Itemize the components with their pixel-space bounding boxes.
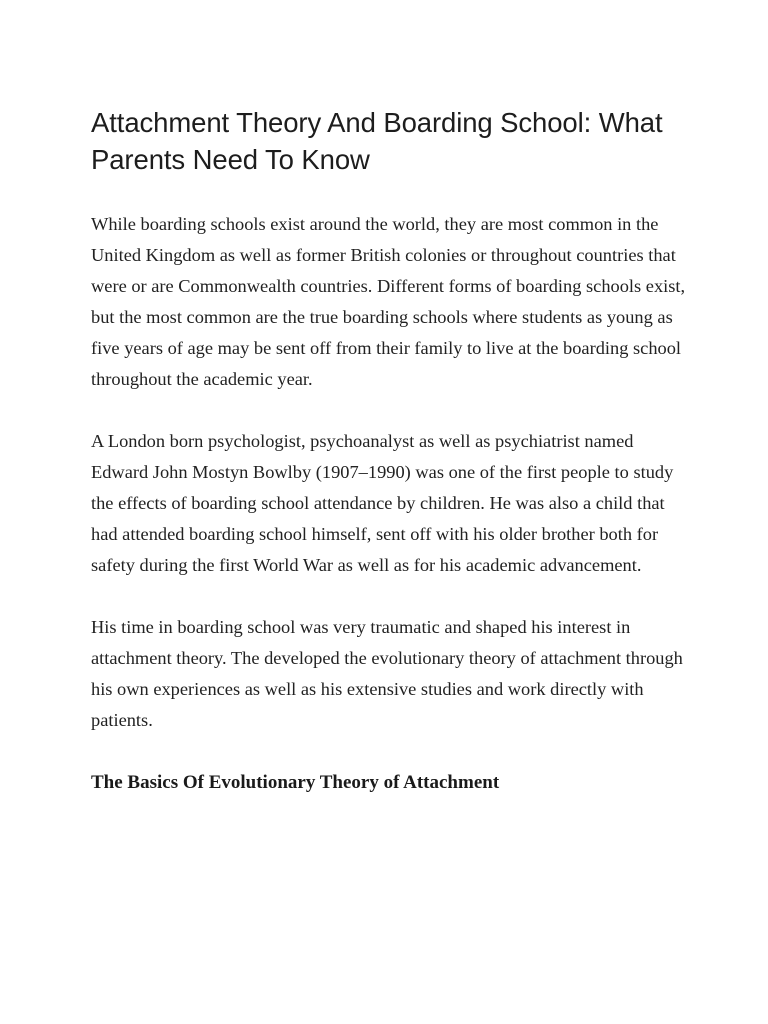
article: [91, 104, 691, 798]
article-title: Attachment Theory And Boarding School: What Parents Need To Know: [91, 107, 663, 175]
section-heading: The Basics Of Evolutionary Theory of Attachment: [91, 772, 500, 793]
paragraph-bowlby: A London born psychologist, psychoanalyst as well as psychiatrist named Edward John Mostyn Bowlby (1907–1990) was one of the first people to study the effects of boarding school attendance by children. He was also a child that had attended boarding school himself, sent off with his older brother both for safety during the first World War as well as for his academic advancement.: [91, 431, 674, 575]
paragraph-trauma: His time in boarding school was very traumatic and shaped his interest in attachment theory. The developed the evolutionary theory of attachment through his own experiences as well as his extensive studies and work directly with patients.: [91, 617, 683, 730]
paragraph-intro: While boarding schools exist around the world, they are most common in the United Kingdom as well as former British colonies or throughout countries that were or are Commonwealth countries. Different forms of boarding schools exist, but the most common are the true boarding schools where students as young as five years of age may be sent off from their family to live at the boarding school throughout the academic year.: [91, 214, 686, 389]
